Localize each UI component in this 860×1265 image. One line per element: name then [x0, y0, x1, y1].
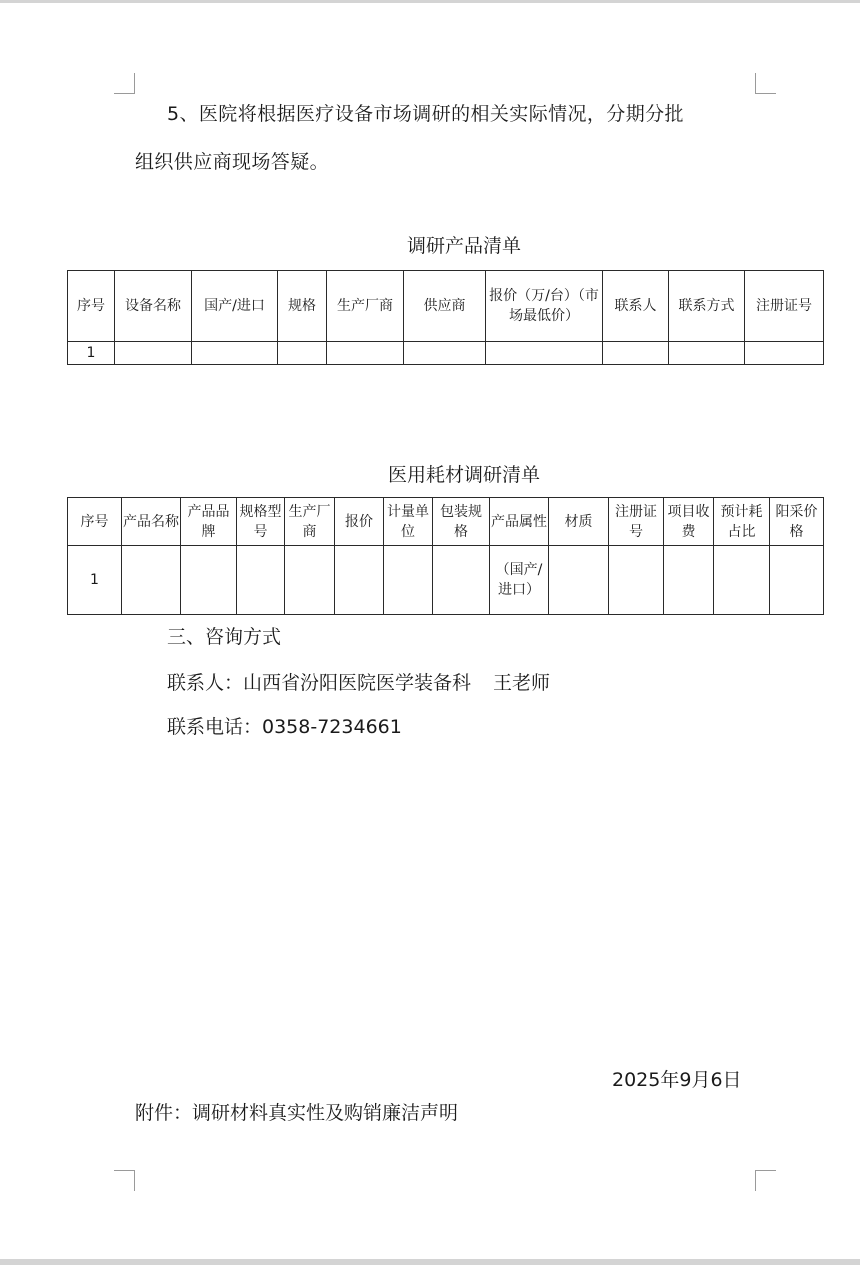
table2-cell: [237, 546, 285, 615]
table2-header-text: 产品名称: [123, 513, 179, 530]
medical-consumables-table: [67, 497, 824, 615]
table2-header-text: 规格型号: [239, 503, 282, 540]
table2-header-text: 注册证号: [615, 503, 657, 540]
table1-cell: [278, 342, 327, 365]
table2-header-text: 计量单位: [387, 503, 429, 540]
table2-cell: [122, 546, 181, 615]
table2-header-cell: [714, 498, 770, 546]
contact-name: 王老师: [493, 672, 551, 694]
table2-cell: [285, 546, 335, 615]
table2-header-cell: 序号: [68, 498, 122, 546]
table1-header-cell: 联系人: [603, 271, 669, 342]
table1-cell: [669, 342, 745, 365]
table2-header-text: 项目收费: [667, 503, 710, 540]
table2-cell: [335, 546, 384, 615]
table2-header-cell: [384, 498, 433, 546]
table2-header-cell: [609, 498, 664, 546]
table2-cell: 1: [68, 546, 122, 615]
paragraph-line-1: 5、医院将根据医疗设备市场调研的相关实际情况，分期分批: [167, 103, 684, 125]
table1-row: [68, 342, 824, 365]
table1-cell: 1: [68, 342, 115, 365]
table2-cell: [714, 546, 770, 615]
page-bottom-edge: [0, 1259, 860, 1265]
table1-header-cell: 供应商: [404, 271, 486, 342]
table2-header-cell: [237, 498, 285, 546]
table1-cell: [603, 342, 669, 365]
table2-header-cell: [770, 498, 824, 546]
page-top-edge: [0, 0, 860, 3]
contact-label: 联系人：山西省汾阳医院医学装备科: [167, 672, 472, 694]
table2-header-text: 包装规格: [440, 503, 482, 540]
table1-header-cell: 国产/进口: [192, 271, 278, 342]
table2-header-cell: [433, 498, 490, 546]
table2-header-cell: [664, 498, 714, 546]
table2-header-cell: [122, 498, 181, 546]
table2-header-cell: 报价: [335, 498, 384, 546]
table2-cell: [549, 546, 609, 615]
contact-person-line: [167, 671, 550, 695]
table2-header-row: [68, 498, 824, 546]
table2-title: 医用耗材调研清单: [387, 464, 540, 486]
table1-cell: [327, 342, 404, 365]
table2-header-cell: [490, 498, 549, 546]
table2-header-cell: [285, 498, 335, 546]
table1-header-cell: 规格: [278, 271, 327, 342]
table2-cell: [664, 546, 714, 615]
table1-cell: [115, 342, 192, 365]
table1-header-cell: 序号: [68, 271, 115, 342]
crop-mark-bottom-right: [755, 1170, 776, 1191]
crop-mark-bottom-left: [114, 1170, 135, 1191]
table2-header-text: 生产厂商: [288, 503, 331, 540]
table1-title: 调研产品清单: [406, 235, 521, 257]
product-attribute-value: （国产/进口）: [495, 562, 543, 598]
table2-row: [68, 546, 824, 615]
table1-cell: [404, 342, 486, 365]
crop-mark-top-right: [755, 73, 776, 94]
table2-cell: [770, 546, 824, 615]
table2-header-text: 产品品牌: [187, 503, 230, 540]
table2-header-text: 阳采价格: [775, 503, 818, 540]
table1-header-price: 报价（万/台）（市场最低价）: [489, 288, 599, 324]
table1-header-cell: [486, 271, 603, 342]
table2-header-text: 产品属性: [491, 513, 547, 530]
table1-header-cell: 联系方式: [669, 271, 745, 342]
table2-header-cell: [181, 498, 237, 546]
research-product-table: [67, 270, 824, 365]
table2-cell: [490, 546, 549, 615]
table1-cell: [486, 342, 603, 365]
table2-header-text: 预计耗占比: [720, 503, 763, 540]
table1-header-row: [68, 271, 824, 342]
table1-cell: [745, 342, 824, 365]
table1-cell: [192, 342, 278, 365]
contact-phone-line: 联系电话：0358-7234661: [167, 716, 402, 738]
table1-header-cell: 注册证号: [745, 271, 824, 342]
document-date: 2025年9月6日: [612, 1069, 742, 1091]
section-heading-consultation: 三、咨询方式: [167, 626, 282, 648]
table1-header-cell: 生产厂商: [327, 271, 404, 342]
table2-cell: [433, 546, 490, 615]
paragraph-line-2: 组织供应商现场答疑。: [135, 151, 330, 173]
attachment-line: 附件：调研材料真实性及购销廉洁声明: [135, 1102, 459, 1124]
table1-header-cell: 设备名称: [115, 271, 192, 342]
table2-header-cell: 材质: [549, 498, 609, 546]
table2-cell: [384, 546, 433, 615]
table2-cell: [181, 546, 237, 615]
crop-mark-top-left: [114, 73, 135, 94]
table2-cell: [609, 546, 664, 615]
